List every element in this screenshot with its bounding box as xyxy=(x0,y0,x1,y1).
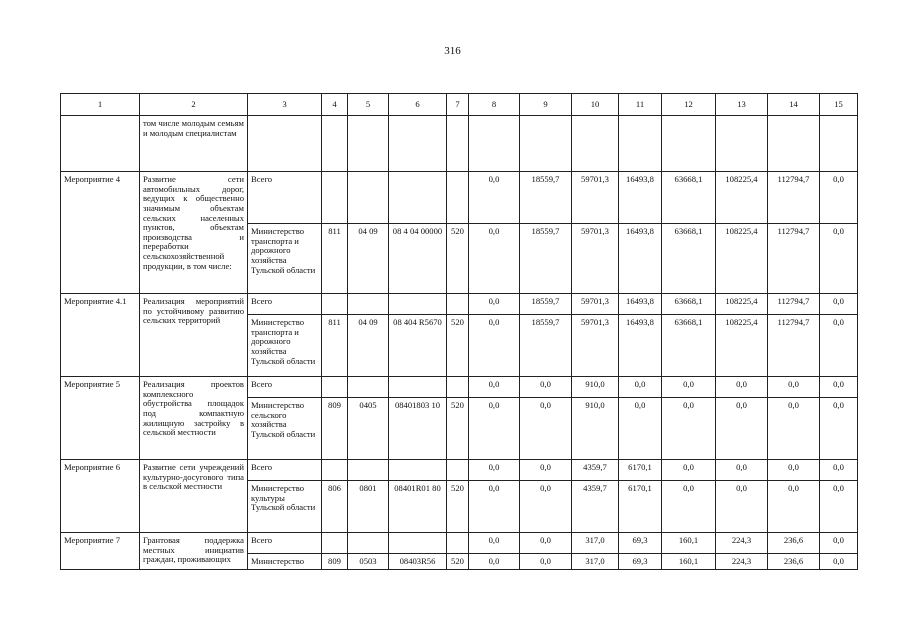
amount-cell: 108225,4 xyxy=(716,172,768,224)
column-header: 6 xyxy=(389,94,447,116)
amount-cell: 236,6 xyxy=(768,533,820,554)
amount-cell: 0,0 xyxy=(716,481,768,533)
amount-cell: 112794,7 xyxy=(768,294,820,315)
target-code: 08401R01 80 xyxy=(389,481,447,533)
amount-cell: 0,0 xyxy=(662,460,716,481)
amount-cell: 59701,3 xyxy=(572,294,619,315)
column-header: 12 xyxy=(662,94,716,116)
target-code: 08403R56 xyxy=(389,554,447,570)
target-code xyxy=(389,533,447,554)
amount-cell: 59701,3 xyxy=(572,315,619,377)
amount-cell: 16493,8 xyxy=(619,315,662,377)
expense-type xyxy=(447,460,469,481)
amount-cell: 0,0 xyxy=(619,398,662,460)
expense-type: 520 xyxy=(447,481,469,533)
amount-cell: 0,0 xyxy=(469,398,520,460)
amount-cell: 0,0 xyxy=(520,398,572,460)
measure-name: Мероприятие 4 xyxy=(61,172,140,294)
amount-cell: 112794,7 xyxy=(768,172,820,224)
amount-cell: 0,0 xyxy=(820,294,858,315)
expense-type xyxy=(447,172,469,224)
target-code: 08 4 04 00000 xyxy=(389,224,447,294)
executor: Всего xyxy=(248,460,322,481)
column-header: 10 xyxy=(572,94,619,116)
amount-cell: 317,0 xyxy=(572,554,619,570)
section-code: 0405 xyxy=(348,398,389,460)
measure-description: Развитие сети учреждений культурно-досугового типа в сельской местности xyxy=(140,460,248,533)
measure-name: Мероприятие 7 xyxy=(61,533,140,570)
executor: Всего xyxy=(248,533,322,554)
section-code: 0503 xyxy=(348,554,389,570)
amount-cell: 0,0 xyxy=(520,554,572,570)
expense-type: 520 xyxy=(447,224,469,294)
amount-cell: 0,0 xyxy=(469,224,520,294)
gov-code xyxy=(322,460,348,481)
amount-cell: 0,0 xyxy=(716,398,768,460)
executor: Министерство xyxy=(248,554,322,570)
amount-cell: 0,0 xyxy=(820,315,858,377)
amount-cell: 4359,7 xyxy=(572,481,619,533)
column-header: 14 xyxy=(768,94,820,116)
section-code xyxy=(348,377,389,398)
measure-total-row xyxy=(61,294,858,315)
column-header: 1 xyxy=(61,94,140,116)
amount-cell: 59701,3 xyxy=(572,224,619,294)
measure-name: Мероприятие 6 xyxy=(61,460,140,533)
amount-cell: 0,0 xyxy=(662,398,716,460)
executor: Министерство культуры Тульской области xyxy=(248,481,322,533)
expense-type xyxy=(447,377,469,398)
measure-description: Реализация проектов комплексного обустройства площадок под компактную жилищную застройку в сельской местности xyxy=(140,377,248,460)
section-code xyxy=(348,533,389,554)
amount-cell: 18559,7 xyxy=(520,315,572,377)
amount-cell: 63668,1 xyxy=(662,294,716,315)
amount-cell: 0,0 xyxy=(716,377,768,398)
amount-cell: 0,0 xyxy=(469,172,520,224)
amount-cell: 18559,7 xyxy=(520,172,572,224)
amount-cell: 0,0 xyxy=(768,398,820,460)
amount-cell: 112794,7 xyxy=(768,315,820,377)
expense-type: 520 xyxy=(447,315,469,377)
measure-total-row xyxy=(61,460,858,481)
executor: Всего xyxy=(248,172,322,224)
section-code xyxy=(348,294,389,315)
gov-code xyxy=(322,294,348,315)
target-code xyxy=(389,460,447,481)
measure-description: Развитие сети автомобильных дорог, ведущих к общественно значимым объектам сельских населенных пунктов, объектам производства и переработки сельскохозяйственной продукции, в том числе: xyxy=(140,172,248,294)
executor: Министерство сельского хозяйства Тульской области xyxy=(248,398,322,460)
amount-cell: 0,0 xyxy=(768,460,820,481)
amount-cell: 16493,8 xyxy=(619,224,662,294)
amount-cell: 0,0 xyxy=(820,460,858,481)
amount-cell: 0,0 xyxy=(820,377,858,398)
target-code xyxy=(389,294,447,315)
section-code: 04 09 xyxy=(348,224,389,294)
executor: Министерство транспорта и дорожного хозяйства Тульской области xyxy=(248,315,322,377)
measure-total-row xyxy=(61,533,858,554)
column-header: 4 xyxy=(322,94,348,116)
executor-cell xyxy=(248,116,322,172)
amount-cell: 224,3 xyxy=(716,554,768,570)
amount-cell: 0,0 xyxy=(820,481,858,533)
section-code xyxy=(348,460,389,481)
expense-type: 520 xyxy=(447,554,469,570)
column-header: 15 xyxy=(820,94,858,116)
amount-cell: 0,0 xyxy=(520,460,572,481)
column-header: 13 xyxy=(716,94,768,116)
amount-cell: 63668,1 xyxy=(662,172,716,224)
continuation-row xyxy=(61,116,858,172)
section-code: 0801 xyxy=(348,481,389,533)
page-number: 316 xyxy=(444,45,461,57)
budget-table xyxy=(60,93,858,570)
gov-code: 809 xyxy=(322,398,348,460)
amount-cell: 63668,1 xyxy=(662,315,716,377)
amount-cell: 69,3 xyxy=(619,554,662,570)
amount-cell: 236,6 xyxy=(768,554,820,570)
amount-cell: 0,0 xyxy=(469,481,520,533)
amount-cell: 0,0 xyxy=(469,377,520,398)
gov-code: 811 xyxy=(322,224,348,294)
target-code xyxy=(389,172,447,224)
amount-cell: 910,0 xyxy=(572,377,619,398)
measure-description: том числе молодым семьям и молодым специалистам xyxy=(140,116,248,172)
column-header: 11 xyxy=(619,94,662,116)
amount-cell: 63668,1 xyxy=(662,224,716,294)
measure-name: Мероприятие 4.1 xyxy=(61,294,140,377)
gov-code: 806 xyxy=(322,481,348,533)
column-header: 5 xyxy=(348,94,389,116)
section-code xyxy=(348,172,389,224)
amount-cell: 224,3 xyxy=(716,533,768,554)
amount-cell: 0,0 xyxy=(820,224,858,294)
gov-code xyxy=(322,533,348,554)
gov-code xyxy=(322,377,348,398)
executor: Министерство транспорта и дорожного хозяйства Тульской области xyxy=(248,224,322,294)
target-code: 08401803 10 xyxy=(389,398,447,460)
amount-cell: 0,0 xyxy=(820,533,858,554)
amount-cell: 108225,4 xyxy=(716,315,768,377)
amount-cell: 6170,1 xyxy=(619,460,662,481)
target-code: 08 404 R5670 xyxy=(389,315,447,377)
section-code: 04 09 xyxy=(348,315,389,377)
column-header: 9 xyxy=(520,94,572,116)
expense-type: 520 xyxy=(447,398,469,460)
amount-cell: 0,0 xyxy=(768,481,820,533)
amount-cell: 112794,7 xyxy=(768,224,820,294)
measure-total-row xyxy=(61,377,858,398)
amount-cell: 4359,7 xyxy=(572,460,619,481)
column-header: 7 xyxy=(447,94,469,116)
measure-name-cell xyxy=(61,116,140,172)
amount-cell: 16493,8 xyxy=(619,172,662,224)
expense-type xyxy=(447,533,469,554)
amount-cell: 6170,1 xyxy=(619,481,662,533)
amount-cell: 0,0 xyxy=(662,481,716,533)
amount-cell: 0,0 xyxy=(469,315,520,377)
measure-description: Грантовая поддержка местных инициатив граждан, проживающих xyxy=(140,533,248,570)
amount-cell: 16493,8 xyxy=(619,294,662,315)
amount-cell: 18559,7 xyxy=(520,294,572,315)
amount-cell: 18559,7 xyxy=(520,224,572,294)
gov-code: 809 xyxy=(322,554,348,570)
amount-cell: 0,0 xyxy=(820,172,858,224)
expense-type xyxy=(447,294,469,315)
amount-cell: 0,0 xyxy=(768,377,820,398)
amount-cell: 317,0 xyxy=(572,533,619,554)
amount-cell: 160,1 xyxy=(662,533,716,554)
amount-cell: 0,0 xyxy=(520,533,572,554)
amount-cell: 0,0 xyxy=(469,554,520,570)
amount-cell: 0,0 xyxy=(520,481,572,533)
header-row xyxy=(61,94,858,116)
gov-code xyxy=(322,172,348,224)
target-code xyxy=(389,377,447,398)
amount-cell: 0,0 xyxy=(619,377,662,398)
amount-cell: 0,0 xyxy=(716,460,768,481)
amount-cell: 0,0 xyxy=(469,460,520,481)
amount-cell: 108225,4 xyxy=(716,294,768,315)
amount-cell: 69,3 xyxy=(619,533,662,554)
amount-cell: 0,0 xyxy=(662,377,716,398)
amount-cell: 108225,4 xyxy=(716,224,768,294)
measure-name: Мероприятие 5 xyxy=(61,377,140,460)
amount-cell: 0,0 xyxy=(820,398,858,460)
amount-cell: 0,0 xyxy=(820,554,858,570)
column-header: 2 xyxy=(140,94,248,116)
amount-cell: 0,0 xyxy=(520,377,572,398)
column-header: 8 xyxy=(469,94,520,116)
executor: Всего xyxy=(248,377,322,398)
measure-total-row xyxy=(61,172,858,224)
amount-cell: 59701,3 xyxy=(572,172,619,224)
amount-cell: 160,1 xyxy=(662,554,716,570)
amount-cell: 0,0 xyxy=(469,294,520,315)
column-header: 3 xyxy=(248,94,322,116)
gov-code: 811 xyxy=(322,315,348,377)
measure-description: Реализация мероприятий по устойчивому развитию сельских территорий xyxy=(140,294,248,377)
amount-cell: 0,0 xyxy=(469,533,520,554)
amount-cell: 910,0 xyxy=(572,398,619,460)
executor: Всего xyxy=(248,294,322,315)
